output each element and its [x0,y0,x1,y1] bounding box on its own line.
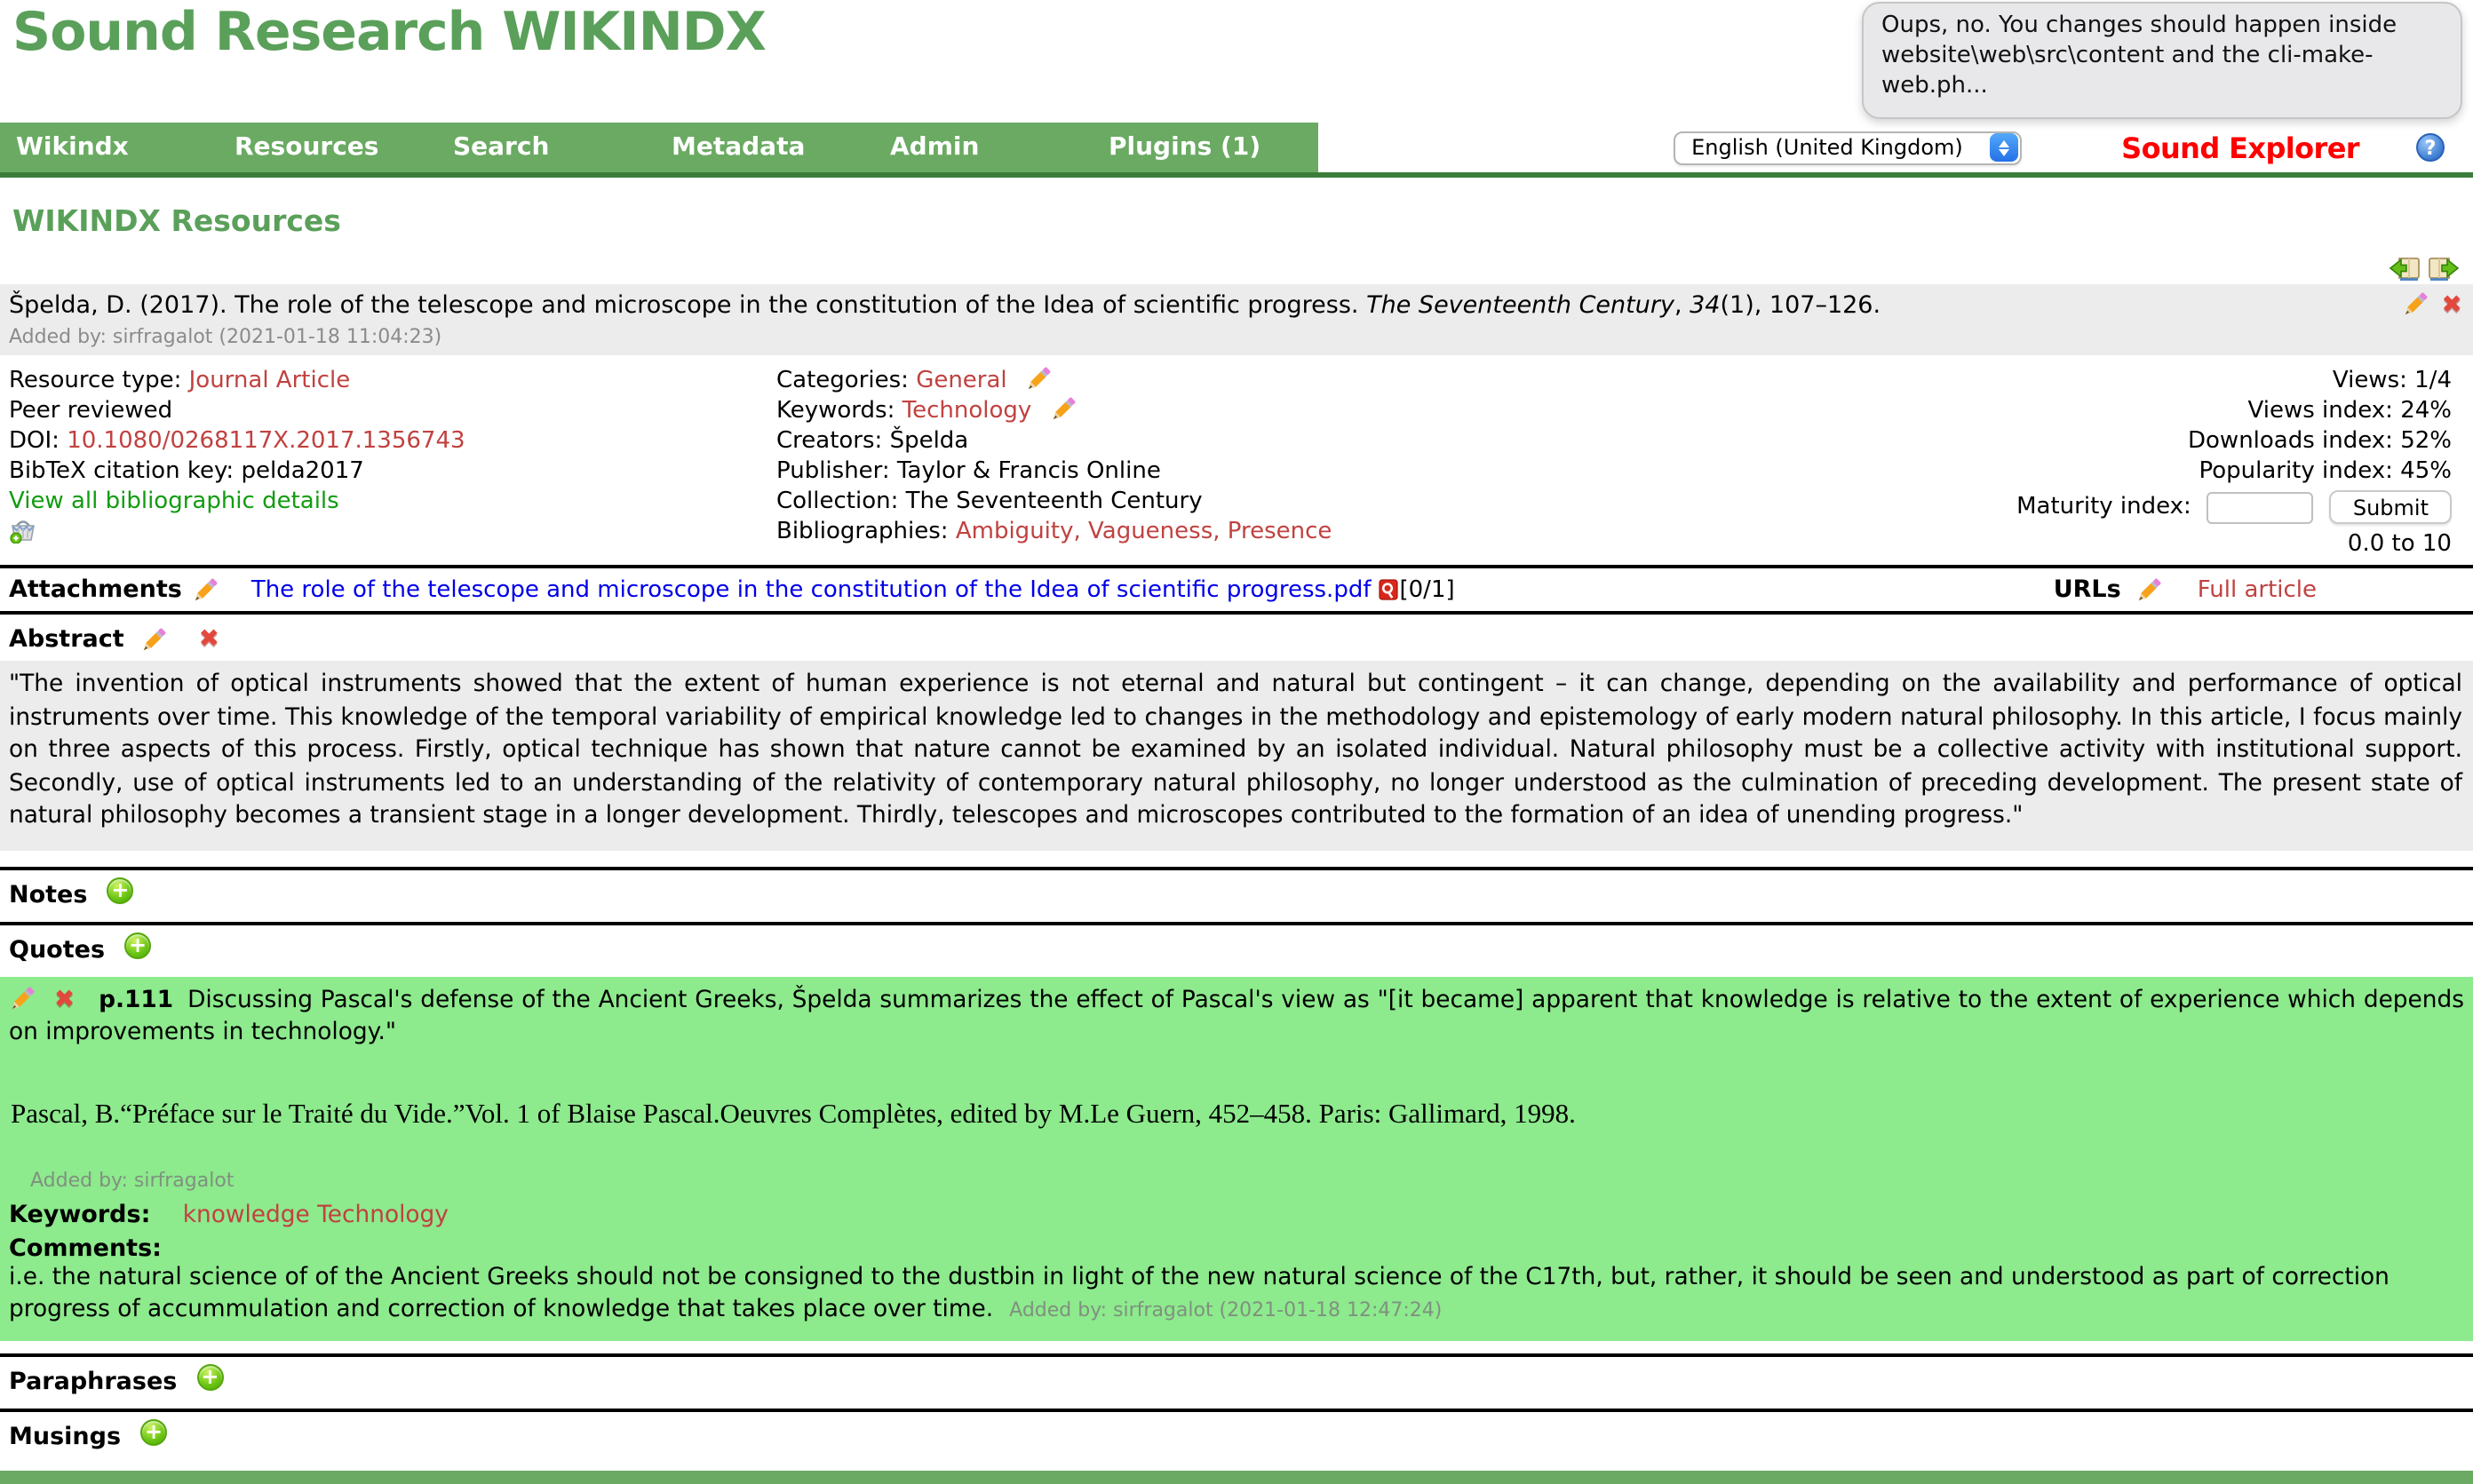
add-to-basket-icon[interactable] [9,517,37,544]
previous-resource-icon[interactable] [2390,254,2420,282]
quote-text: Discussing Pascal's defense of the Ancient Greeks, Špelda summarizes the effect of Pascal's view as "[it became] apparent that knowledge is relative to the extent of experience which depends on improvements in technology." [9,987,2464,1046]
maturity-index-label: Maturity index: [2016,494,2191,520]
resource-added-by: Added by: sirfragalot (2021-01-18 11:04:23) [9,325,442,348]
resource-pagination [0,254,2459,282]
downloads-index-stat: Downloads index: 52% [2188,428,2452,455]
add-note-icon[interactable] [107,877,133,903]
resource-citation: Špelda, D. (2017). The role of the telescope and microscope in the constitution of the Idea of scientific progress. The Seventeenth Century, 34(1), 107–126. [9,291,1881,320]
attachment-file-link[interactable]: The role of the telescope and microscope in the constitution of the Idea of scientific progress.pdf [250,576,1372,603]
notification-toast[interactable]: Oups, no. You changes should happen inside website\web\src\content and the cli-make-web.ph... [1862,2,2462,119]
quotes-label: Quotes [9,936,106,964]
edit-urls-icon[interactable] [2135,576,2162,603]
peer-reviewed-label: Peer reviewed [9,398,173,425]
attachments-row [0,565,2473,615]
musings-label: Musings [9,1423,122,1451]
next-resource-icon[interactable] [2429,254,2459,282]
add-paraphrase-icon[interactable] [196,1363,223,1390]
nav-row [0,123,2473,172]
add-musing-icon[interactable] [140,1418,167,1445]
comment-added-by: Added by: sirfragalot (2021-01-18 12:47:24) [1009,1298,1443,1321]
page-title: Sound Research WIKINDX [12,2,766,64]
edit-abstract-icon[interactable] [140,626,167,653]
language-select-value: English (United Kingdom) [1691,135,1963,160]
publisher-label: Publisher: Taylor & Francis Online [776,458,1161,485]
full-article-link[interactable]: Full article [2197,576,2317,603]
language-select[interactable] [1674,131,2022,164]
add-quote-icon[interactable] [124,932,151,958]
submit-button[interactable]: Submit [2330,490,2452,524]
footer-bar [0,1470,2473,1484]
nav-divider [0,172,2473,178]
quote-added-by: Added by: sirfragalot [30,1168,235,1191]
view-bibliographic-details-link[interactable]: View all bibliographic details [9,488,339,515]
page-heading: WIKINDX Resources [12,204,341,238]
abstract-text: "The invention of optical instruments showed that the extent of human experience is not eternal and natural but contingent – it can change, depending on the availability and performance of optical instruments over time. This knowledge of the temporal variability of empirical knowledge led to changes in the methodology and epistemology of early modern natural philosophy. In this article, I focus mainly on three aspects of this process. Firstly, optical technique has shown that nature cannot be examined by an isolated individual. Natural philosophy must be a collective activity with institutional support. Secondly, use of optical instruments led to an understanding of the relativity of contemporary natural philosophy, no longer understood as the culmination of preceding development. The present state of natural philosophy becomes a transient stage in a longer development. Thirdly, telescopes and microscopes contributed to the formation of an idea of unending progress." [0,661,2473,850]
quote-keywords-row [9,1200,2464,1228]
creators-label: Creators: Špelda [776,428,969,455]
views-index-stat: Views index: 24% [2247,398,2452,425]
edit-resource-icon[interactable] [2403,291,2429,318]
quote-page-ref: p.111 [99,987,174,1013]
attachment-count: [0/1] [1399,576,1455,603]
musings-header [0,1411,2473,1463]
views-stat: Views: 1/4 [2332,368,2452,394]
quote-keyword-link[interactable]: knowledge [182,1202,310,1228]
menu-item-search[interactable]: Search [453,133,550,162]
category-link[interactable]: General [916,368,1007,394]
resource-details [0,355,2473,565]
delete-quote-icon[interactable] [54,985,75,1013]
menu-item-admin[interactable]: Admin [890,133,980,162]
wikindx-page [0,2,2473,1451]
citation-row [0,284,2473,355]
delete-resource-icon[interactable] [2442,292,2462,317]
edit-keywords-icon[interactable] [1050,396,1077,423]
menu-item-plugins[interactable]: Plugins (1) [1109,133,1261,162]
details-left-column: Resource type: Journal Article Peer reviewed DOI: 10.1080/0268117X.2017.1356743 BibTeX citation key: pelda2017 View all bibliographic details [9,366,776,559]
collection-label: Collection: The Seventeenth Century [776,488,1203,515]
menu-item-wikindx[interactable]: Wikindx [16,133,129,162]
popularity-index-stat: Popularity index: 45% [2199,458,2452,485]
urls-label: URLs [2053,575,2121,604]
details-right-column [1901,366,2452,559]
edit-quote-icon[interactable] [9,985,36,1012]
sound-explorer-link[interactable]: Sound Explorer [2121,131,2359,164]
main-menu [0,123,1318,172]
bibtex-key-label: BibTeX citation key: pelda2017 [9,458,364,485]
maturity-index-input[interactable] [2207,491,2314,523]
quote-item [0,976,2473,1340]
abstract-header [9,625,2473,654]
attachments-label: Attachments [9,575,182,604]
quote-keywords-label: Keywords: [9,1200,151,1228]
notes-header [0,869,2473,921]
quotes-header [0,925,2473,976]
keyword-link[interactable]: Technology [902,398,1032,425]
quote-source-citation: Pascal, B.“Préface sur le Traité du Vide.”Vol. 1 of Blaise Pascal.Oeuvres Complètes, edited by M.Le Guern, 452–458. Paris: Gallimard, 1998. [11,1099,1576,1129]
quote-keyword-link[interactable]: Technology [317,1202,449,1228]
notes-label: Notes [9,881,88,909]
menu-item-resources[interactable]: Resources [235,133,379,162]
nav-right-tools [1674,123,2445,172]
help-icon[interactable]: ? [2416,133,2445,162]
maturity-range-hint: 0.0 to 10 [2347,531,2452,558]
abstract-label: Abstract [9,625,124,654]
edit-categories-icon[interactable] [1025,366,1052,393]
edit-attachments-icon[interactable] [193,576,219,603]
details-middle-column: Categories: General Keywords: Technology Creators: Špelda Publisher: Taylor & Francis Online Collection: The Seventeenth Century Bibliographies: Ambiguity, Vagueness, Presence [776,366,1901,559]
quote-comments-label: Comments: [9,1234,162,1262]
bibliographies-links[interactable]: Ambiguity, Vagueness, Presence [955,519,1332,545]
paraphrases-header [0,1356,2473,1408]
quote-comment: i.e. the natural science of of the Ancient Greeks should not be consigned to the dustbin in light of the new natural science of the C17th, but, rather, it should be seen and understood as part of correction progress of accummulation and correction of knowledge that takes place over time. Added by: sirfragalot (2021-01-18 12:47:24) [9,1264,2390,1323]
resource-type-link[interactable]: Journal Article [188,368,351,394]
paraphrases-label: Paraphrases [9,1368,178,1396]
pdf-icon[interactable] [1379,579,1398,600]
delete-abstract-icon[interactable] [199,627,219,652]
select-stepper-icon[interactable] [1990,133,2018,162]
menu-item-metadata[interactable]: Metadata [672,133,806,162]
doi-link[interactable]: 10.1080/0268117X.2017.1356743 [67,428,465,455]
